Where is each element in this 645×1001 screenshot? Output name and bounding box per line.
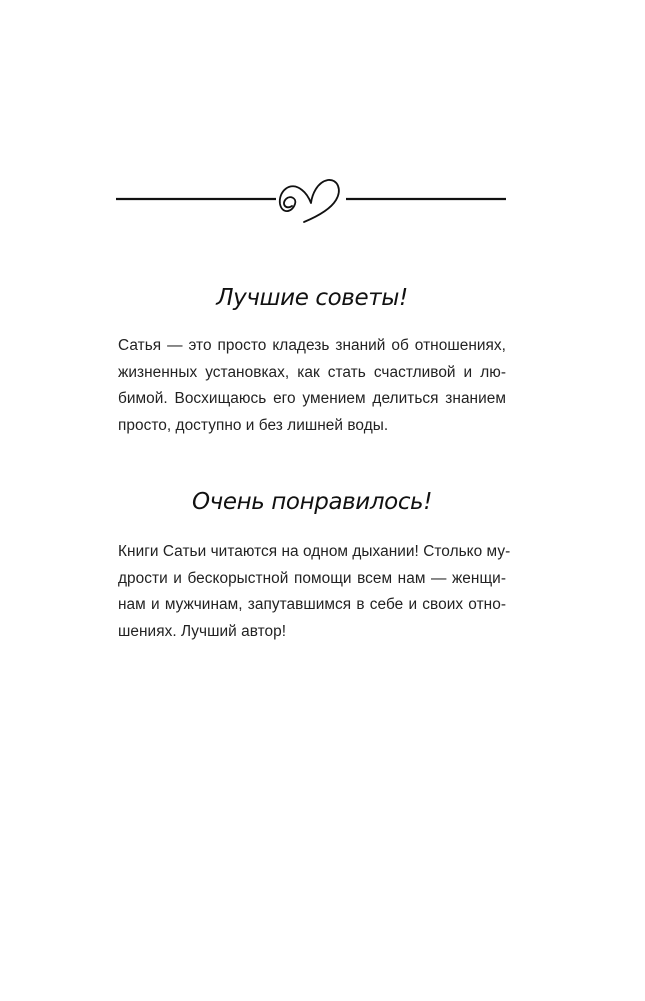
text-line: просто, доступно и без лишней воды. xyxy=(118,416,389,434)
review-text-2 xyxy=(118,539,511,645)
text-line: дрости и бескорыстной помощи всем нам — женщи- xyxy=(118,569,506,587)
review-title-2: Очень понравилось! xyxy=(191,489,433,515)
review-text-1 xyxy=(118,333,506,439)
text-line: Сатья — это просто кладезь знаний об отношениях, xyxy=(118,337,506,354)
text-line: бимой. Восхищаюсь его умением делиться знанием xyxy=(118,390,506,407)
text-line: жизненных установках, как стать счастливой и лю- xyxy=(118,363,506,381)
heart-flourish xyxy=(280,180,339,222)
review-body-1 xyxy=(118,333,506,439)
text-line: нам и мужчинам, запутавшимся в себе и своих отно- xyxy=(118,596,506,613)
review-section-2 xyxy=(118,487,506,517)
text-line: Книги Сатьи читаются на одном дыхании! Столько му- xyxy=(118,543,511,560)
text-line: шениях. Лучший автор! xyxy=(118,622,287,640)
heart-flourish-icon xyxy=(116,170,506,230)
review-section-1 xyxy=(118,283,506,313)
review-title-1: Лучшие советы! xyxy=(216,285,408,311)
review-body-2 xyxy=(118,539,511,645)
